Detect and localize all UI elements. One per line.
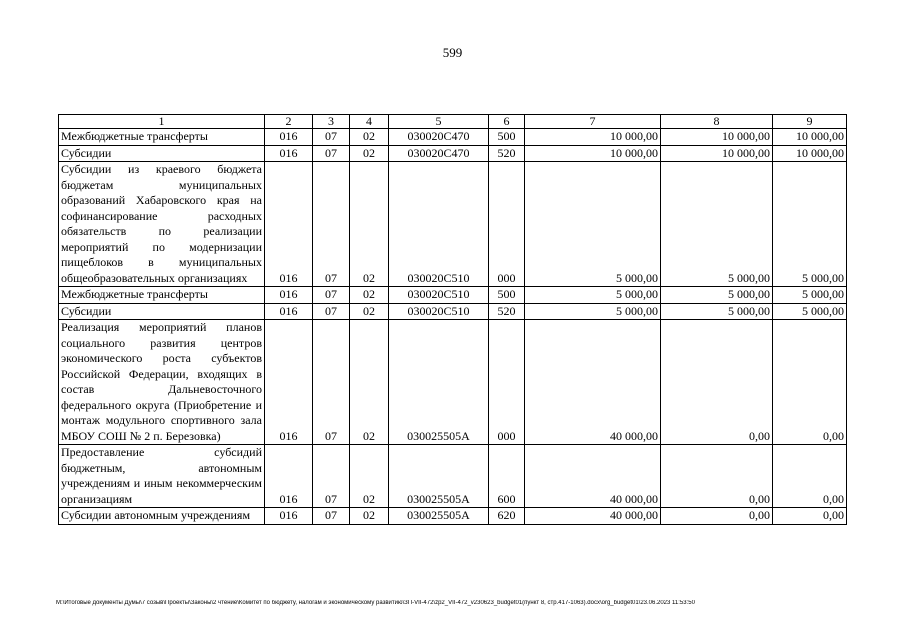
- cell-code-2: 016: [265, 287, 313, 304]
- cell-code-4: 02: [350, 145, 389, 162]
- budget-table: [58, 114, 847, 525]
- cell-amount-7: 5 000,00: [525, 287, 661, 304]
- row-name: Межбюджетные трансферты: [59, 129, 265, 146]
- cell-code-3: 07: [313, 445, 350, 508]
- column-header: 7: [525, 115, 661, 129]
- row-name: Реализация мероприятий планов социального развития центров экономического роста субъектов Российской Федерации, входящих в состав Дальневосточного федерального округа (Приобретение и монтаж модульного спортивного зала МБОУ СОШ № 2 п. Березовка): [59, 320, 265, 445]
- cell-amount-8: 5 000,00: [661, 287, 773, 304]
- cell-code-6: 600: [489, 445, 525, 508]
- cell-code-4: 02: [350, 129, 389, 146]
- cell-code-3: 07: [313, 129, 350, 146]
- cell-amount-9: 5 000,00: [773, 162, 847, 287]
- table-row: [59, 320, 847, 445]
- cell-code-3: 07: [313, 508, 350, 525]
- row-name: Субсидии: [59, 303, 265, 320]
- cell-code-2: 016: [265, 303, 313, 320]
- cell-amount-8: 0,00: [661, 445, 773, 508]
- cell-code-2: 016: [265, 145, 313, 162]
- cell-code-4: 02: [350, 303, 389, 320]
- cell-amount-9: 0,00: [773, 508, 847, 525]
- row-name: Субсидии автономным учреждениям: [59, 508, 265, 525]
- cell-amount-7: 40 000,00: [525, 445, 661, 508]
- table-row: [59, 145, 847, 162]
- cell-code-2: 016: [265, 445, 313, 508]
- row-name: Субсидии из краевого бюджета бюджетам муниципальных образований Хабаровского края на софинансирование расходных обязательств по реализации мероприятий по модернизации пищеблоков в муниципальных общеобразовательных организациях: [59, 162, 265, 287]
- table-row: [59, 303, 847, 320]
- cell-code-6: 620: [489, 508, 525, 525]
- cell-code-3: 07: [313, 162, 350, 287]
- cell-amount-8: 5 000,00: [661, 162, 773, 287]
- cell-amount-7: 10 000,00: [525, 145, 661, 162]
- document-path-footer: M:\Итоговые документы Думы\7 созыв\Проекты\Законы\2 чтение\Комитет по бюджету, налогам и экономическому развитию\ЗП-VII-472\zp2_VII-472_v230623_budget01(пункт 8, стр.417-1063).docx\org_budget01\23.06.2023 11:53:50: [56, 600, 695, 606]
- cell-amount-8: 10 000,00: [661, 129, 773, 146]
- cell-amount-8: 5 000,00: [661, 303, 773, 320]
- table-row: [59, 162, 847, 287]
- cell-amount-9: 10 000,00: [773, 145, 847, 162]
- cell-code-3: 07: [313, 287, 350, 304]
- cell-amount-7: 10 000,00: [525, 129, 661, 146]
- cell-code-5: 030025505А: [389, 508, 489, 525]
- table-row: [59, 129, 847, 146]
- cell-code-6: 000: [489, 320, 525, 445]
- cell-amount-9: 10 000,00: [773, 129, 847, 146]
- cell-code-6: 520: [489, 303, 525, 320]
- cell-code-2: 016: [265, 320, 313, 445]
- cell-code-6: 500: [489, 287, 525, 304]
- cell-amount-7: 40 000,00: [525, 320, 661, 445]
- row-name: Субсидии: [59, 145, 265, 162]
- table-row: [59, 287, 847, 304]
- column-header: 5: [389, 115, 489, 129]
- column-header: 9: [773, 115, 847, 129]
- cell-code-4: 02: [350, 445, 389, 508]
- cell-code-6: 520: [489, 145, 525, 162]
- cell-amount-7: 5 000,00: [525, 303, 661, 320]
- cell-code-4: 02: [350, 162, 389, 287]
- cell-code-2: 016: [265, 129, 313, 146]
- cell-amount-7: 5 000,00: [525, 162, 661, 287]
- cell-code-5: 030025505А: [389, 445, 489, 508]
- cell-code-5: 030020C510: [389, 287, 489, 304]
- page-number: 599: [442, 45, 463, 60]
- cell-code-5: 030020C470: [389, 129, 489, 146]
- cell-code-5: 030020C470: [389, 145, 489, 162]
- cell-amount-9: 5 000,00: [773, 287, 847, 304]
- cell-code-5: 030020C510: [389, 162, 489, 287]
- cell-code-6: 500: [489, 129, 525, 146]
- cell-code-3: 07: [313, 303, 350, 320]
- cell-amount-9: 0,00: [773, 445, 847, 508]
- cell-code-2: 016: [265, 508, 313, 525]
- row-name: Межбюджетные трансферты: [59, 287, 265, 304]
- cell-amount-9: 5 000,00: [773, 303, 847, 320]
- cell-code-5: 030020C510: [389, 303, 489, 320]
- cell-code-3: 07: [313, 320, 350, 445]
- cell-amount-8: 10 000,00: [661, 145, 773, 162]
- row-name: Предоставление субсидий бюджетным, автономным учреждениям и иным некоммерческим организациям: [59, 445, 265, 508]
- column-header: 2: [265, 115, 313, 129]
- cell-code-4: 02: [350, 287, 389, 304]
- table-row: [59, 508, 847, 525]
- table-header-row: [59, 115, 847, 129]
- column-header: 8: [661, 115, 773, 129]
- cell-code-6: 000: [489, 162, 525, 287]
- cell-amount-7: 40 000,00: [525, 508, 661, 525]
- column-header: 4: [350, 115, 389, 129]
- table-row: [59, 445, 847, 508]
- column-header: 1: [59, 115, 265, 129]
- cell-code-3: 07: [313, 145, 350, 162]
- cell-amount-9: 0,00: [773, 320, 847, 445]
- cell-amount-8: 0,00: [661, 508, 773, 525]
- cell-code-2: 016: [265, 162, 313, 287]
- cell-code-5: 030025505А: [389, 320, 489, 445]
- column-header: 6: [489, 115, 525, 129]
- cell-amount-8: 0,00: [661, 320, 773, 445]
- cell-code-4: 02: [350, 320, 389, 445]
- cell-code-4: 02: [350, 508, 389, 525]
- column-header: 3: [313, 115, 350, 129]
